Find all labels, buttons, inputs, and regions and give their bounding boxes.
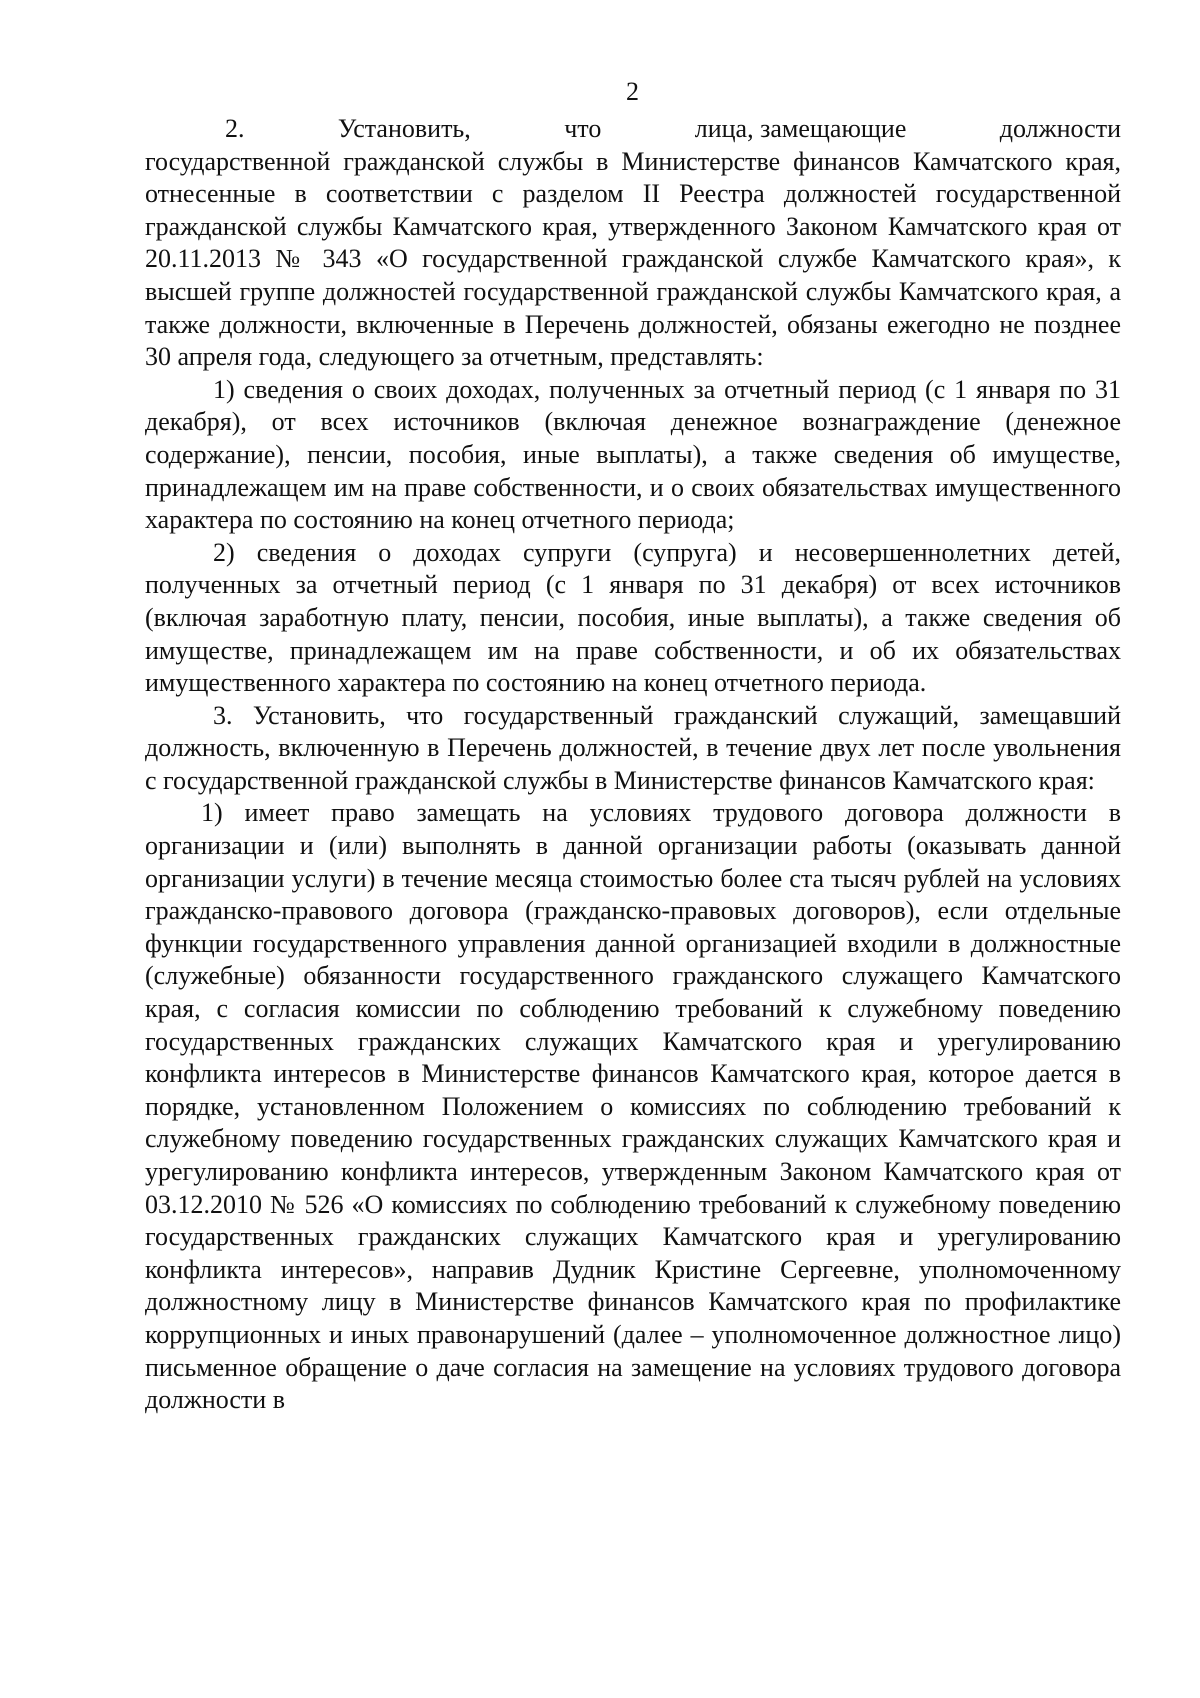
paragraph-3-item-1: 1) имеет право замещать на условиях трудового договора должности в организации и (или) выполнять в данной организации работы (оказывать данной организации услуги) в течение месяца стоимостью более ста тысяч рублей на условиях гражданско-правового договора (гражданско-правовых договоров), если отдельные функции государственного управления данной организацией входили в должностные (служебные) обязанности государственного гражданского служащего Камчатского края, с согласия комиссии по соблюдению требований к служебному поведению государственных гражданских служащих Камчатского края и урегулированию конфликта интересов в Министерстве финансов Камчатского края, которое дается в порядке, установленном Положением о комиссиях по соблюдению требований к служебному поведению государственных гражданских служащих Камчатского края и урегулированию конфликта интересов, утвержденным Законом Камчатского края от 03.12.2010 № 526 «О комиссиях по соблюдению требований к служебному поведению государственных гражданских служащих Камчатского края и урегулированию конфликта интересов», направив Дудник Кристине Сергеевне, уполномоченному должностному лицу в Министерстве финансов Камчатского края по профилактике коррупционных и иных правонарушений (далее – уполномоченное должностное лицо) письменное обращение о даче согласия на замещение на условиях трудового договора должности в (145, 798, 1121, 1415)
paragraph-2-body: государственной гражданской службы в Министерстве финансов Камчатского края, отнесенные в соответствии с разделом II Реестра должностей государственной гражданской службы Камчатского края, утвержденного Законом Камчатского края от 20.11.2013 № 343 «О государственной гражданской службе Камчатского края», к высшей группе должностей государственной гражданской службы Камчатского края, а также должности, включенные в Перечень должностей, обязаны ежегодно не позднее 30 апреля года, следующего за отчетным, представлять: (145, 146, 1121, 372)
paragraph-2-word-1: Установить, (337, 114, 471, 143)
paragraph-2-word-2: что (564, 114, 602, 143)
paragraph-2-first-line (145, 113, 1121, 146)
paragraph-2-word-3: лица, замещающие (694, 114, 907, 143)
paragraph-3: 3. Установить, что государственный гражданский служащий, замещавший должность, включенную в Перечень должностей, в течение двух лет после увольнения с государственной гражданской службы в Министерстве финансов Камчатского края: (145, 700, 1121, 795)
paragraph-2-item-2: 2) сведения о доходах супруги (супруга) и несовершеннолетних детей, полученных за отчетный период (с 1 января по 31 декабря) от всех источников (включая заработную плату, пенсии, пособия, иные выплаты), а также сведения об имуществе, принадлежащем им на праве собственности, и об их обязательствах имущественного характера по состоянию на конец отчетного периода. (145, 537, 1121, 698)
page-number: 2 (626, 77, 639, 106)
document-body (145, 113, 1121, 1417)
paragraph-2-item-1: 1) сведения о своих доходах, полученных за отчетный период (с 1 января по 31 декабря), от всех источников (включая денежное вознаграждение (денежное содержание), пенсии, пособия, иные выплаты), а также сведения об имуществе, принадлежащем им на праве собственности, и о своих обязательствах имущественного характера по состоянию на конец отчетного периода; (145, 374, 1121, 535)
paragraph-2-number: 2. (225, 114, 245, 143)
paragraph-2-word-4: должности (999, 114, 1121, 143)
